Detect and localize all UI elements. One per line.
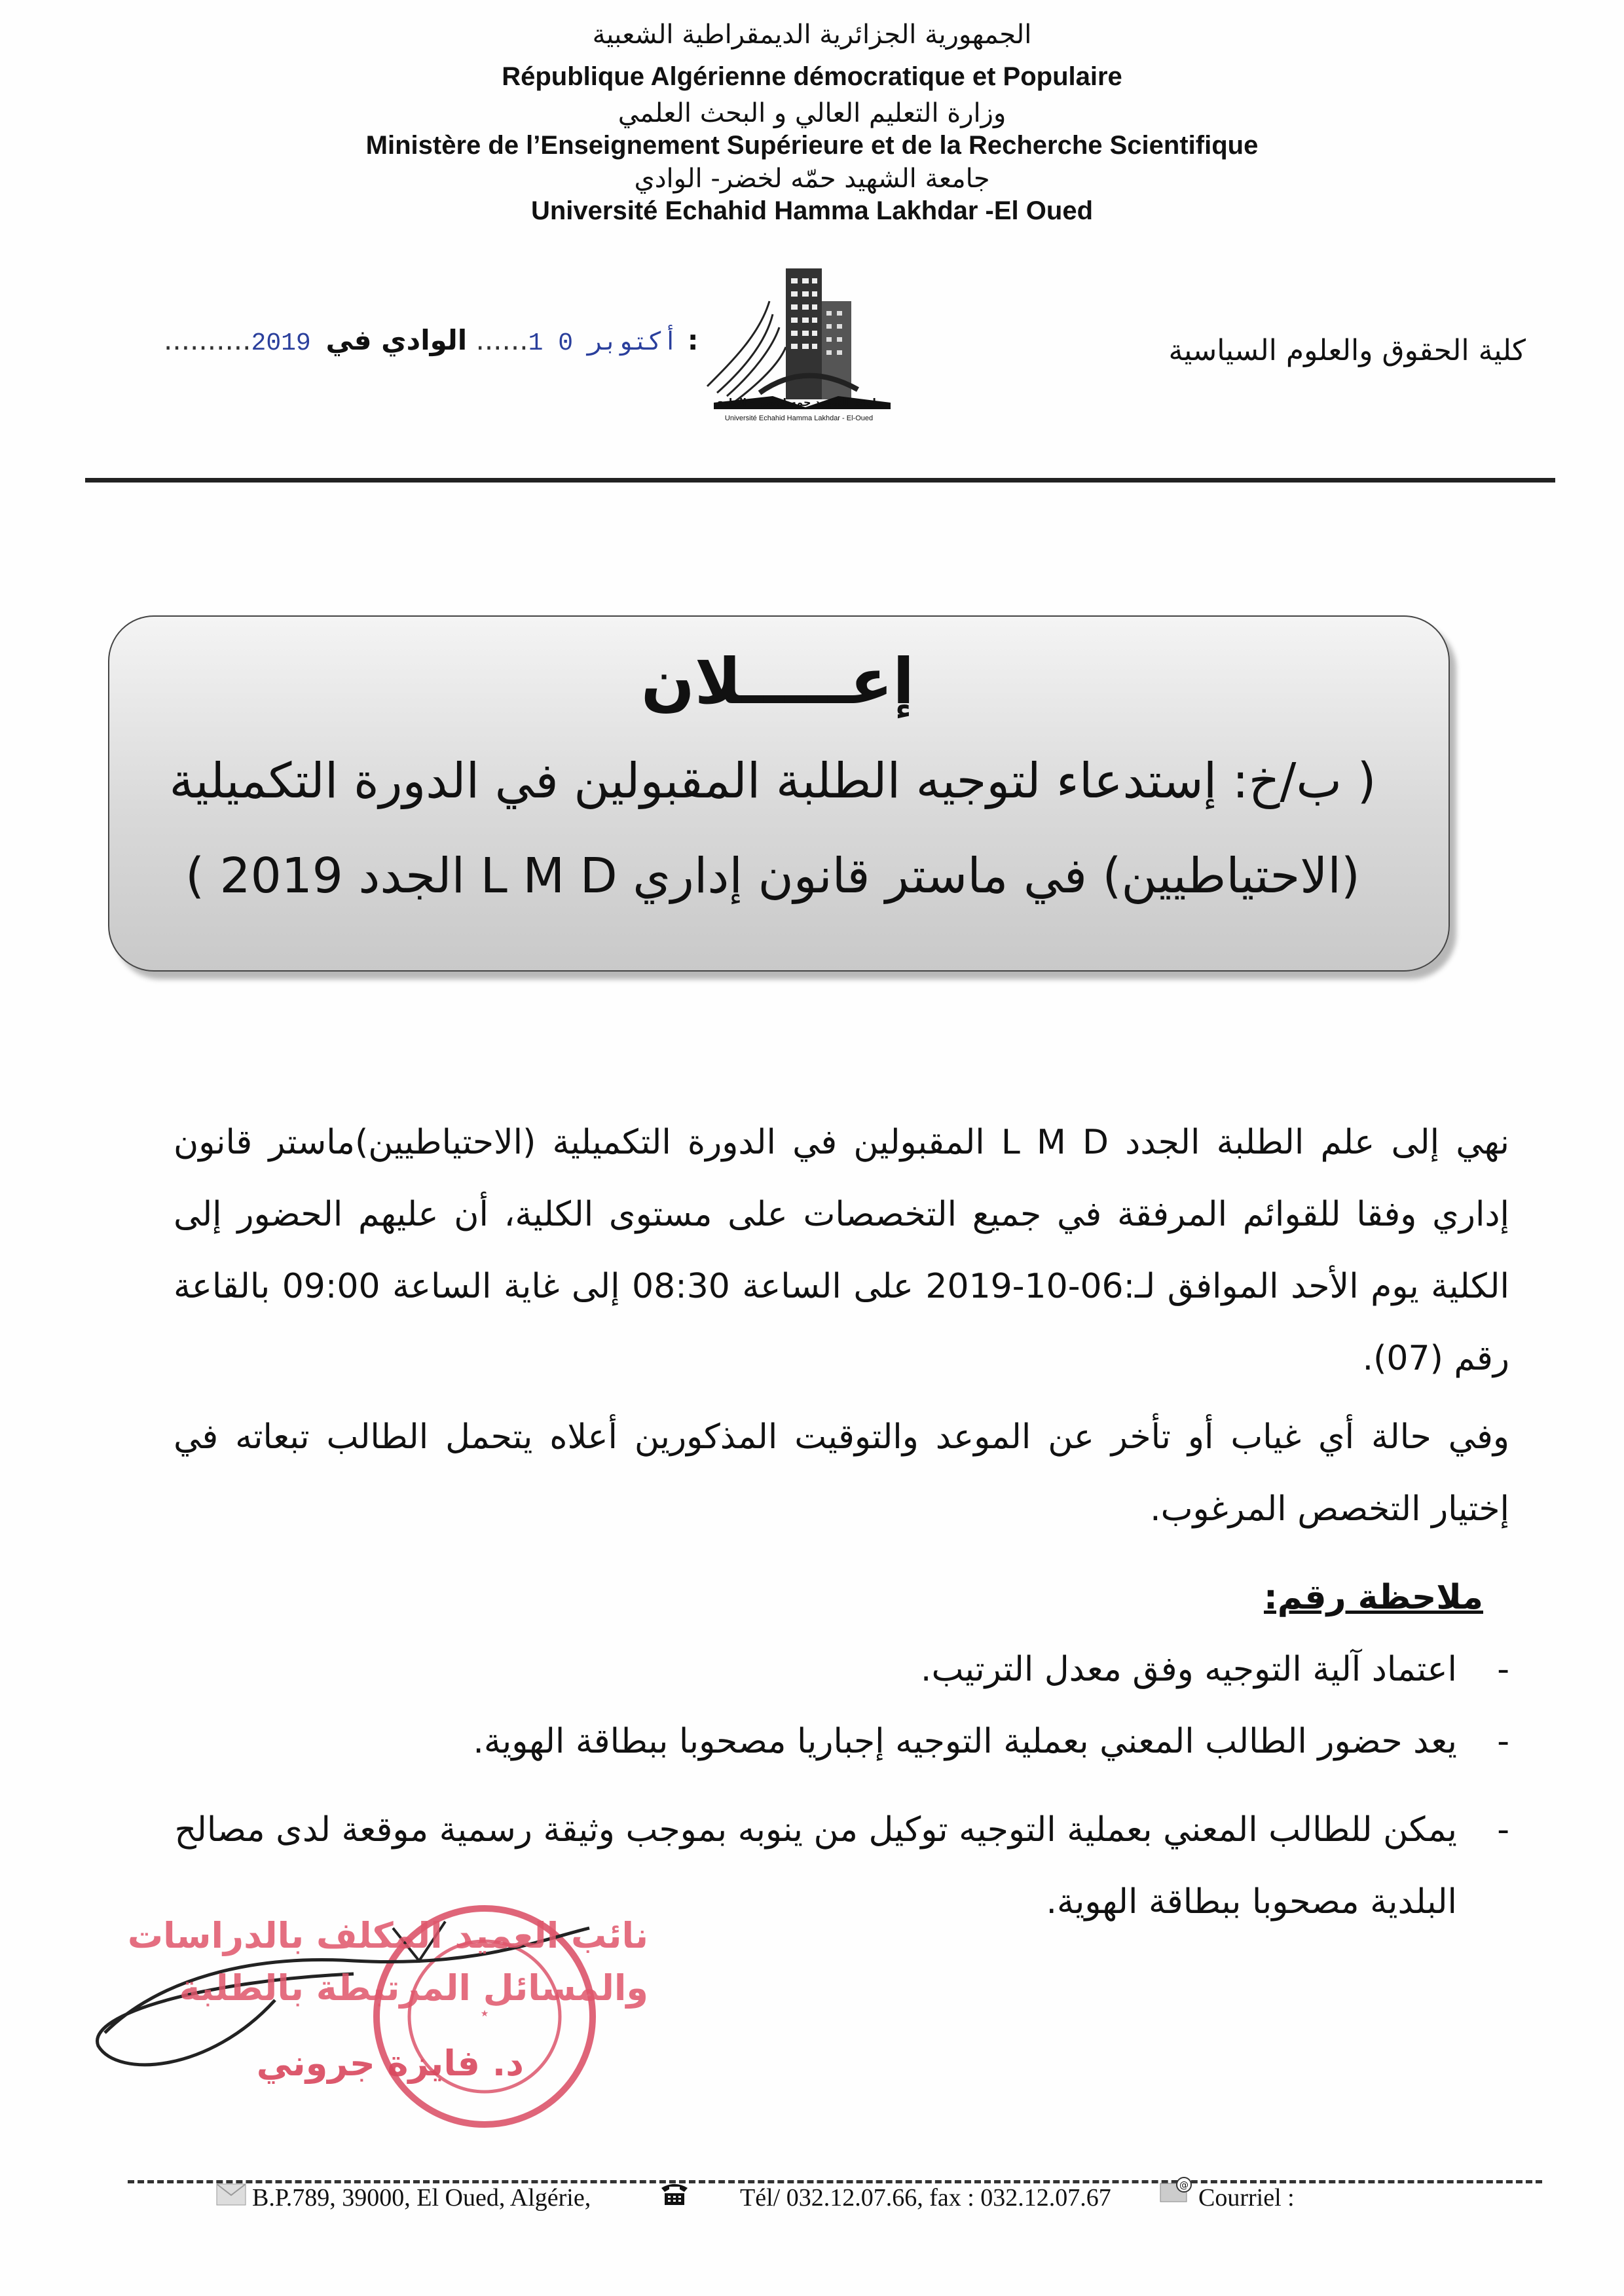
faculty-name: كلية الحقوق والعلوم السياسية bbox=[1168, 334, 1526, 367]
place-label: الوادي في : bbox=[325, 324, 699, 356]
announcement-subtitle-line2: (الاحتياطيين) في ماستر قانون إداري L M D الجدد 2019 ) bbox=[185, 848, 1360, 904]
envelope-icon bbox=[216, 2183, 246, 2206]
republic-arabic: الجمهورية الجزائرية الديمقراطية الشعبية bbox=[592, 20, 1032, 50]
note-dash: - bbox=[1497, 1650, 1509, 1689]
email-icon bbox=[1159, 2177, 1193, 2203]
note-item bbox=[473, 1722, 1509, 1761]
note-text: اعتماد آلية التوجيه وفق معدل الترتيب. bbox=[920, 1650, 1457, 1689]
footer-phone-fax: Tél/ 032.12.07.66, fax : 032.12.07.67 bbox=[740, 2184, 1111, 2212]
date-stamp: 2019 أكتوبر 0 1 bbox=[251, 329, 678, 357]
svg-text:@: @ bbox=[1179, 2180, 1189, 2191]
ministry-french: Ministère de l’Enseignement Supérieure et de la Recherche Scientifique bbox=[365, 131, 1259, 160]
republic-french: République Algérienne démocratique et Populaire bbox=[502, 62, 1122, 91]
footer bbox=[0, 2170, 1624, 2236]
announcement-title: إعـــــلان bbox=[640, 645, 915, 718]
note-dash: - bbox=[1497, 1810, 1509, 1850]
footer-address: B.P.789, 39000, El Oued, Algérie, bbox=[252, 2184, 591, 2212]
logo-arabic-caption: جامعة الشهيد حمه لخضر - الوادي bbox=[714, 396, 884, 409]
place-date: ..........2019 أكتوبر 0 1...... الوادي في : bbox=[164, 324, 699, 357]
telephone-icon bbox=[658, 2180, 691, 2206]
signatory-name: د. فايزة جروني bbox=[256, 2043, 524, 2084]
header-divider bbox=[85, 478, 1555, 483]
ministry-arabic: وزارة التعليم العالي و البحث العلمي bbox=[618, 98, 1006, 128]
body-paragraph-1: نهي إلى علم الطلبة الجدد L M D المقبولين في الدورة التكميلية (الاحتياطيين)ماستر قانون إداري وفقا للقوائم المرفقة في جميع التخصصات على مستوى الكلية، أن عليهم الحضور إلى الكلية يوم الأحد الموافق لـ:06-10-2019 على الساعة 08:30 إلى غاية الساعة 09:00 بالقاعة رقم (07). bbox=[174, 1123, 1509, 1378]
university-arabic: جامعة الشهيد حمّه لخضر- الوادي bbox=[634, 164, 990, 194]
date-dots: .......... bbox=[164, 324, 251, 356]
signature-title-line2: والمسائل المرتبطة بالطلبة bbox=[179, 1967, 648, 2009]
note-text: يعد حضور الطالب المعني بعملية التوجيه إجباريا مصحوبا ببطاقة الهوية. bbox=[473, 1722, 1457, 1761]
note-item bbox=[920, 1650, 1509, 1689]
logo-french-caption: Université Echahid Hamma Lakhdar - El-Oued bbox=[724, 414, 874, 422]
university-logo-icon bbox=[694, 262, 904, 439]
note-text: يمكن للطالب المعني بعملية التوجيه توكيل من ينوبه بموجب وثيقة رسمية موقعة لدى مصالح البلدية مصحوبا ببطاقة الهوية. bbox=[174, 1810, 1457, 1922]
svg-text:★: ★ bbox=[480, 2009, 489, 2019]
university-french: Université Echahid Hamma Lakhdar -El Oued bbox=[530, 196, 1094, 225]
footer-email-label: Courriel : bbox=[1198, 2184, 1295, 2212]
body-paragraph-2: وفي حالة أي غياب أو تأخر عن الموعد والتوقيت المذكورين أعلاه يتحمل الطالب تبعاته في إختيار التخصص المرغوب. bbox=[174, 1417, 1509, 1529]
signature-title-line1: نائب العميد المكلف بالدراسات bbox=[127, 1915, 648, 1956]
announcement-subtitle-line1: ( ب/خ: إستدعاء لتوجيه الطلبة المقبولين في الدورة التكميلية bbox=[169, 753, 1376, 809]
note-dash: - bbox=[1497, 1722, 1509, 1761]
note-title: ملاحظة رقم: bbox=[1263, 1578, 1483, 1617]
